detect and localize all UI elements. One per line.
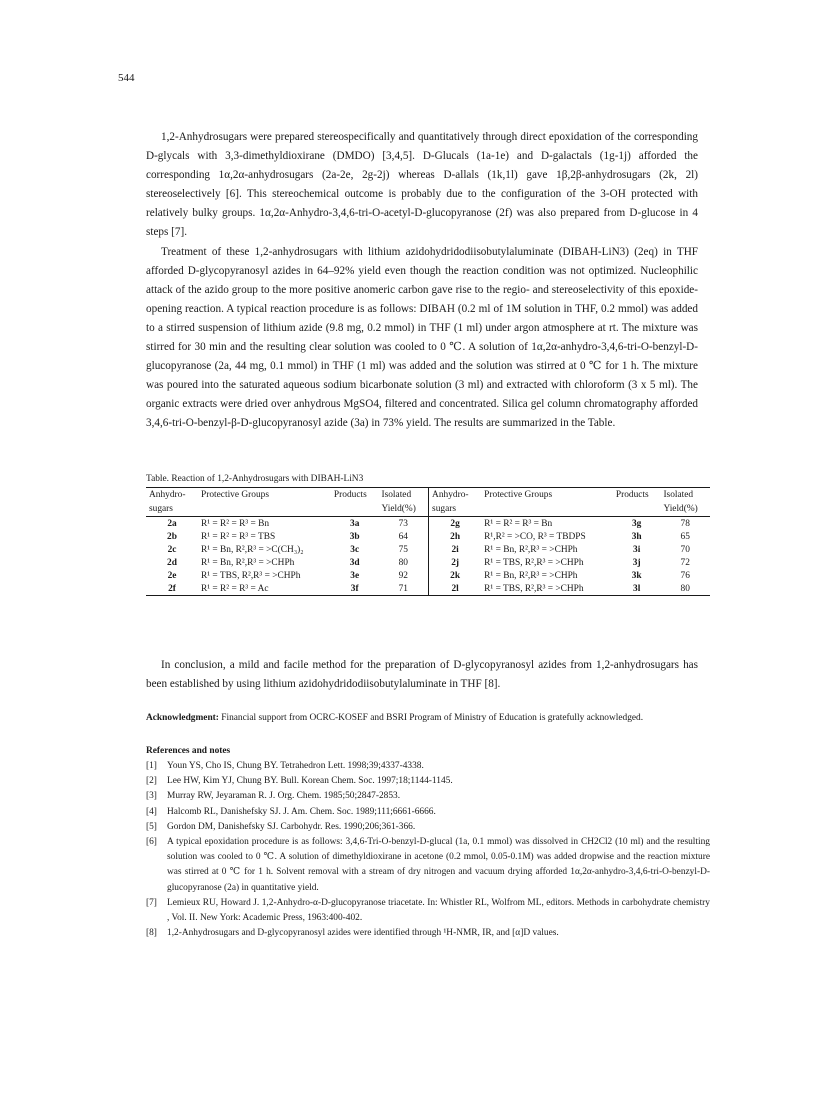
table-header	[331, 502, 379, 517]
results-table	[146, 487, 710, 596]
table-header: Anhydro-	[146, 488, 198, 503]
table-header: Products	[331, 488, 379, 503]
reference-number: [7]	[146, 897, 157, 908]
acknowledgment-text: Financial support from OCRC-KOSEF and BSRI Program of Ministry of Education is gratefully acknowledged.	[218, 713, 644, 723]
paragraph-anhydrosugars: 1,2-Anhydrosugars were prepared stereospecifically and quantitatively through direct epoxidation of the corresponding D-glycals with 3,3-dimethyldioxirane (DMDO) [3,4,5]. D-Glucals (1a-1e) and D-galactals (1g-1j) afforded the corresponding 1α,2α-anhydrosugars (2a-2e, 2g-2j) whereas D-allals (1k,1l) gave 1β,2β-anhydrosugars (2k, 2l) stereoselectively [6]. This stereochemical outcome is probably due to the configuration of the 3-OH protected with relatively bulky groups. 1α,2α-Anhydro-3,4,6-tri-O-acetyl-D-glucopyranose (2f) was also prepared from D-glucose in 4 steps [7].	[146, 131, 698, 239]
table-cell: 92	[398, 570, 408, 581]
table-header: Yield(%)	[660, 502, 710, 517]
reference-number: [2]	[146, 776, 157, 787]
table-cell: R¹ = R² = R³ = Bn	[484, 518, 553, 529]
table-cell: 72	[680, 557, 690, 568]
table-cell: R¹,R² = >CO, R³ = TBDPS	[484, 531, 586, 542]
reference-text: Lemieux RU, Howard J. 1,2-Anhydro-α-D-glucopyranose triacetate. In: Whistler RL, Wolfrom ML, editors. Methods in carbohydrate chemistry , Vol. II. New York: Academic Press, 1963:400-402.	[167, 897, 710, 924]
table-cell: R¹ = R² = R³ = Bn	[201, 518, 270, 529]
table-cell: 3k	[631, 570, 642, 581]
table-header	[198, 502, 331, 517]
table-cell: 3g	[631, 518, 642, 529]
table-header: Protective Groups	[198, 488, 331, 503]
table-cell: 3e	[350, 570, 360, 581]
acknowledgment	[146, 712, 710, 725]
table-cell: 2k	[429, 569, 482, 582]
conclusion-block	[146, 656, 698, 694]
table-row	[146, 517, 710, 531]
table-cell: 80	[398, 557, 408, 568]
acknowledgment-label: Acknowledgment:	[146, 713, 219, 723]
table-cell: 64	[398, 531, 408, 542]
table-cell: 2g	[429, 517, 482, 531]
table-header: sugars	[146, 502, 198, 517]
table-cell: 80	[660, 582, 710, 596]
table-cell: R¹ = Bn, R²,R³ = >CHPh	[484, 544, 578, 555]
table-header: Products	[613, 488, 661, 503]
table-header: Isolated	[378, 488, 428, 503]
reference-text: Youn YS, Cho IS, Chung BY. Tetrahedron Lett. 1998;39;4337-4338.	[167, 761, 424, 771]
results-table-block	[146, 474, 710, 596]
paragraph-conclusion: In conclusion, a mild and facile method for the preparation of D-glycopyranosyl azides from 1,2-anhydrosugars has been established by using lithium azidohydridodiisobutylaluminate in THF [8].	[146, 659, 698, 691]
reference-number: [4]	[146, 806, 157, 817]
table-cell: R¹ = TBS, R²,R³ = >CHPh	[484, 557, 584, 568]
table-cell: 3h	[631, 531, 642, 542]
table-cell: 2h	[429, 530, 482, 543]
page-number: 544	[118, 72, 135, 84]
reference-number: [3]	[146, 791, 157, 802]
reference-text: A typical epoxidation procedure is as follows: 3,4,6-Tri-O-benzyl-D-glucal (1a, 0.1 mmol) was dissolved in CH2Cl2 (10 ml) and the resulting solution was cooled to 0 ℃. A solution of dimethyldioxirane in acetone (0.2 mmol, 0.05-0.1M) was added dropwise and the reaction mixture was stirred at 0 ℃ for 1 h. Solvent removal with a stream of dry nitrogen and vacuum drying afforded 1α,2α-anhydro-3,4,6-tri-O-benzyl-D-glucopyranose (2a) in quantitative yield.	[167, 837, 710, 893]
table-cell: 2b	[167, 531, 177, 542]
reference-text: Halcomb RL, Danishefsky SJ. J. Am. Chem. Soc. 1989;111;6661-6666.	[167, 806, 436, 817]
reference-text: Murray RW, Jeyaraman R. J. Org. Chem. 1985;50;2847-2853.	[167, 791, 401, 802]
reference-item	[146, 820, 710, 835]
reference-text: 1,2-Anhydrosugars and D-glycopyranosyl azides were identified through ¹H-NMR, IR, and [α]D values.	[167, 928, 559, 939]
reference-text: Lee HW, Kim YJ, Chung BY. Bull. Korean Chem. Soc. 1997;18;1144-1145.	[167, 776, 453, 787]
table-cell: 3l	[613, 582, 661, 596]
table-header	[481, 502, 613, 517]
reference-item	[146, 805, 710, 820]
table-row	[146, 582, 710, 596]
table-cell: 3f	[331, 582, 379, 596]
table-header: Isolated	[660, 488, 710, 503]
table-header: Anhydro-	[429, 488, 482, 503]
table-cell: 2d	[167, 557, 177, 568]
reference-item	[146, 759, 710, 774]
table-caption: Table. Reaction of 1,2-Anhydrosugars with DIBAH-LiN3	[146, 474, 364, 484]
table-cell: 2a	[167, 518, 177, 529]
table-cell: 76	[680, 570, 690, 581]
table-header: Protective Groups	[481, 488, 613, 503]
table-cell: R¹ = TBS, R²,R³ = >CHPh	[481, 582, 613, 596]
reference-number: [8]	[146, 928, 157, 939]
table-cell: 2c	[167, 544, 177, 555]
reference-item	[146, 789, 710, 804]
table-cell: 3b	[349, 531, 360, 542]
reference-item	[146, 896, 710, 926]
table-cell: 2i	[429, 543, 482, 556]
table-cell: 3i	[633, 544, 641, 555]
reference-number: [5]	[146, 821, 157, 832]
reference-item	[146, 926, 710, 941]
table-cell: 78	[680, 518, 690, 529]
table-cell: R¹ = R² = R³ = TBS	[201, 531, 276, 542]
reference-number: [6]	[146, 837, 157, 848]
reference-number: [1]	[146, 761, 157, 771]
table-row	[146, 543, 710, 556]
references-heading: References and notes	[146, 746, 231, 756]
table-cell: 3a	[350, 518, 360, 529]
table-cell: 3d	[349, 557, 360, 568]
table-cell: 2l	[429, 582, 482, 596]
body-text	[146, 128, 698, 434]
table-cell: R¹ = Bn, R²,R³ = >CHPh	[484, 570, 578, 581]
table-cell: 65	[680, 531, 690, 542]
table-row	[146, 556, 710, 569]
table-cell: 70	[680, 544, 690, 555]
table-row	[146, 530, 710, 543]
table-row	[146, 569, 710, 582]
table-header: Yield(%)	[378, 502, 428, 517]
table-header	[613, 502, 661, 517]
table-cell: 3c	[350, 544, 360, 555]
table-cell: 2j	[429, 556, 482, 569]
table-cell: 75	[398, 544, 408, 555]
paragraph-treatment: Treatment of these 1,2-anhydrosugars with lithium azidohydridodiisobutylaluminate (DIBAH-LiN3) (2eq) in THF afforded D-glycopyranosyl azides in 64–92% yield even though the reaction condition was not optimized. Nucleophilic attack of the azido group to the more positive anomeric carbon gave rise to the regio- and stereoselectivity of this epoxide-opening reaction. A typical reaction procedure is as follows: DIBAH (0.2 ml of 1M solution in THF, 0.2 mmol) was added to a stirred suspension of lithium azide (9.8 mg, 0.2 mmol) in THF (1 ml) under argon atmosphere at rt. The mixture was stirred for 30 min and the resulting clear solution was cooled to 0 ℃. A solution of 1α,2α-anhydro-3,4,6-tri-O-benzyl-D-glucopyranose (2a, 44 mg, 0.1 mmol) in THF (1 ml) was added and the solution was stirred at 0 ℃ for 1 h. The mixture was poured into the saturated aqueous sodium bicarbonate solution (3 ml) and extracted with chloroform (3 x 5 ml). The organic extracts were dried over anhydrous MgSO4, filtered and concentrated. Silica gel column chromatography afforded 3,4,6-tri-O-benzyl-β-D-glucopyranosyl azide (3a) in 73% yield. The results are summarized in the Table.	[146, 245, 698, 430]
table-cell: 3j	[632, 557, 641, 568]
table-cell: R¹ = TBS, R²,R³ = >CHPh	[201, 570, 301, 581]
table-cell: R¹ = Bn, R²,R³ = >CHPh	[201, 557, 295, 568]
references	[146, 744, 710, 941]
table-cell: R¹ = R² = R³ = Ac	[198, 582, 331, 596]
table-cell: 2e	[167, 570, 177, 581]
reference-text: Gordon DM, Danishefsky SJ. Carbohydr. Res. 1990;206;361-366.	[167, 821, 416, 832]
reference-item	[146, 774, 710, 789]
table-cell: 73	[398, 518, 408, 529]
reference-item	[146, 835, 710, 896]
table-cell: 2f	[146, 582, 198, 596]
table-header: sugars	[429, 502, 482, 517]
table-cell: 71	[378, 582, 428, 596]
table-cell: R¹ = Bn, R²,R³ = >C(CH₃)₂	[201, 544, 304, 555]
